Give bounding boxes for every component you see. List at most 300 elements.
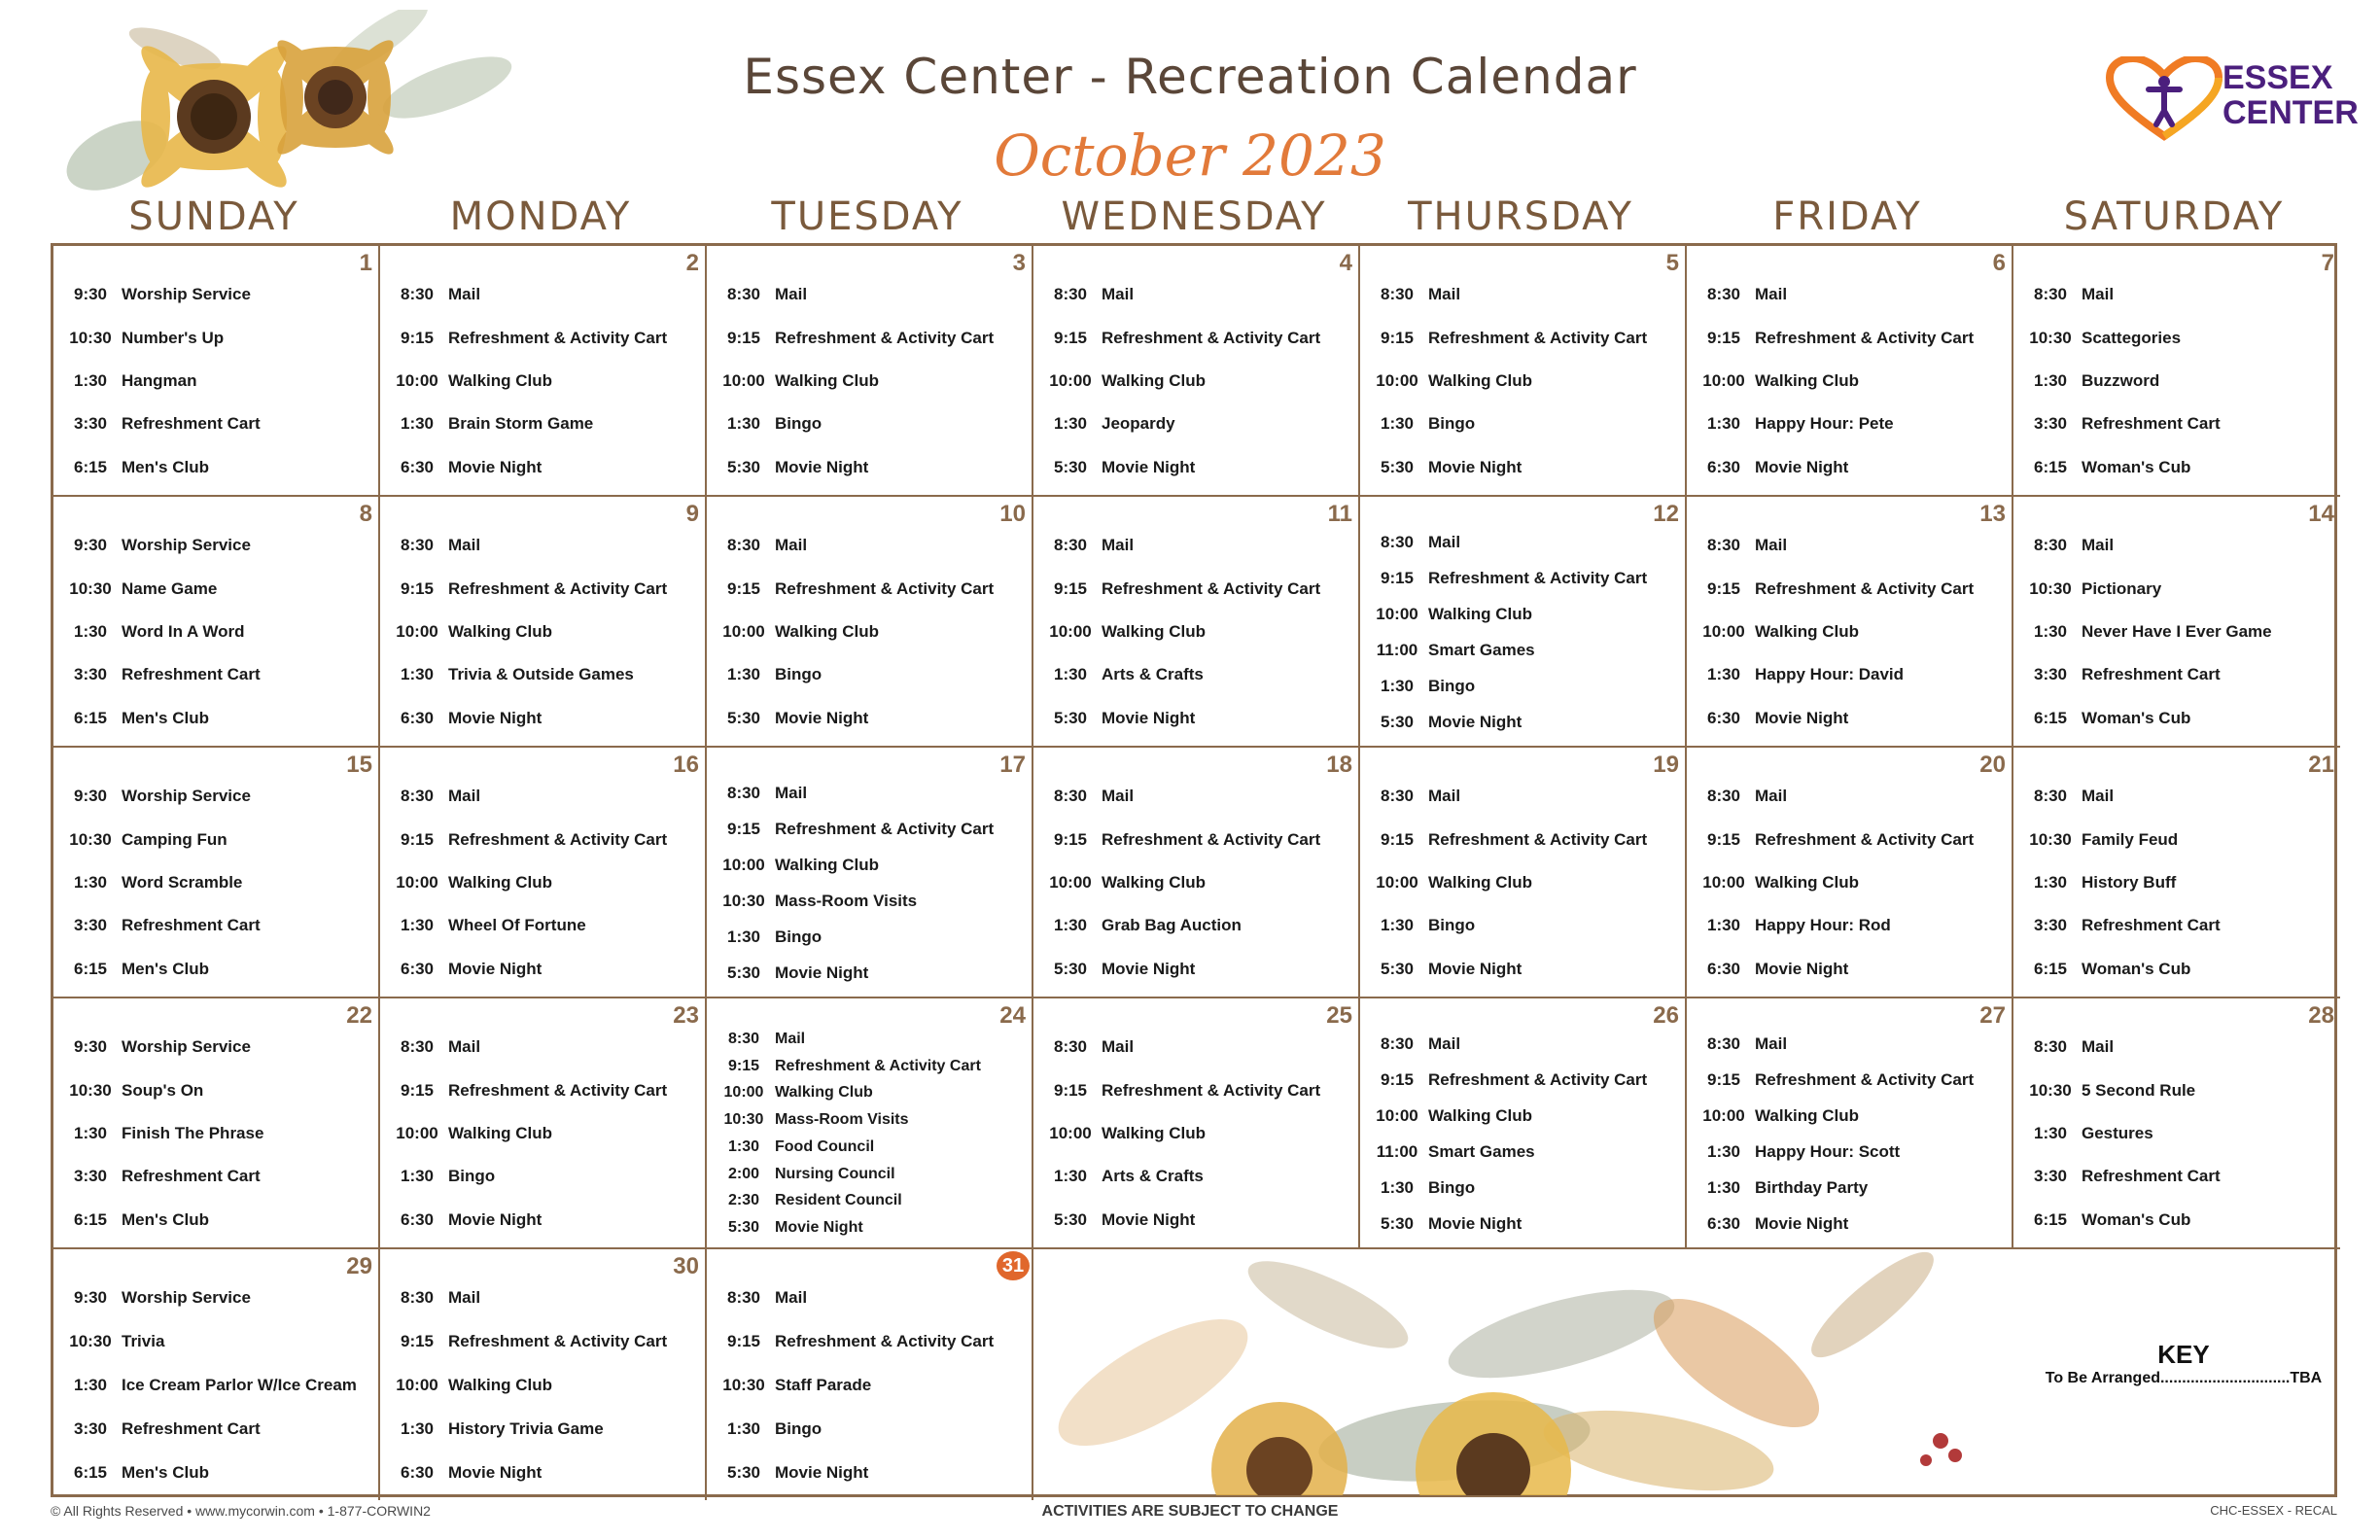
event-activity: Refreshment Cart [122, 414, 261, 434]
event-item [1370, 569, 1679, 588]
event-item [2023, 329, 2334, 348]
day-cell-2 [380, 246, 707, 497]
event-item [2023, 458, 2334, 477]
event-activity: 5 Second Rule [2082, 1080, 2196, 1100]
day-cell-30 [380, 1249, 707, 1500]
event-activity: Refreshment Cart [122, 1418, 261, 1438]
event-list [717, 1277, 1026, 1494]
event-time: 9:15 [400, 1332, 435, 1351]
event-item [717, 1192, 1026, 1209]
event-activity: Refreshment & Activity Cart [448, 829, 668, 849]
event-time: 3:30 [73, 1167, 108, 1186]
event-activity: Refreshment & Activity Cart [448, 578, 668, 598]
day-number: 24 [999, 1002, 1026, 1029]
event-item [390, 1081, 699, 1101]
day-number: 31 [997, 1251, 1030, 1280]
event-time: 10:00 [1376, 872, 1418, 892]
event-activity: Movie Night [775, 1219, 863, 1237]
event-activity: Refreshment & Activity Cart [1755, 578, 1975, 598]
event-item [1043, 579, 1352, 599]
event-item [1043, 1167, 1352, 1186]
day-cell-18 [1033, 748, 1360, 998]
event-activity: Refreshment Cart [2082, 414, 2221, 434]
event-item [1697, 787, 2006, 806]
day-cell-9 [380, 497, 707, 748]
event-item [390, 371, 699, 391]
event-time: 9:15 [1380, 328, 1415, 347]
event-item [390, 787, 699, 806]
event-time: 6:15 [2033, 457, 2068, 476]
event-item [1370, 1106, 1679, 1126]
event-item [390, 1167, 699, 1186]
event-list [2023, 524, 2334, 740]
event-item [390, 536, 699, 555]
event-activity: Walking Club [775, 370, 880, 390]
event-activity: Mail [2082, 285, 2115, 304]
day-cell-12 [1360, 497, 1687, 748]
event-item [1043, 329, 1352, 348]
day-cell-19 [1360, 748, 1687, 998]
event-item [63, 536, 372, 555]
event-activity: Mail [775, 285, 808, 304]
event-time: 8:30 [1380, 787, 1415, 806]
key-line: To Be Arranged..............................TBA [2045, 1370, 2323, 1386]
event-item [63, 579, 372, 599]
event-list [717, 524, 1026, 740]
event-item [1370, 533, 1679, 552]
event-time: 10:30 [69, 1080, 112, 1100]
event-item [390, 873, 699, 892]
event-time: 1:30 [1380, 1177, 1415, 1197]
event-activity: Men's Club [122, 708, 209, 727]
event-activity: Walking Club [1428, 604, 1533, 623]
event-time: 9:15 [726, 819, 761, 838]
event-time: 9:15 [1706, 328, 1741, 347]
event-time: 5:30 [1053, 457, 1088, 476]
event-activity: Trivia & Outside Games [448, 665, 634, 684]
event-item [717, 414, 1026, 434]
event-time: 11:00 [1376, 640, 1418, 659]
event-time: 9:15 [1380, 829, 1415, 849]
event-item [63, 622, 372, 642]
event-item [63, 830, 372, 850]
event-time: 10:30 [2029, 829, 2072, 849]
event-item [717, 928, 1026, 947]
day-number: 10 [999, 501, 1026, 527]
event-activity: Resident Council [775, 1192, 902, 1209]
event-time: 6:15 [2033, 708, 2068, 727]
event-activity: Jeopardy [1102, 414, 1175, 434]
event-activity: Movie Night [1102, 457, 1196, 476]
day-number: 30 [673, 1253, 699, 1279]
event-item [1697, 960, 2006, 979]
event-time: 8:30 [1053, 787, 1088, 806]
event-item [390, 830, 699, 850]
event-time: 1:30 [2033, 370, 2068, 390]
logo-line1: ESSEX [2222, 59, 2333, 96]
event-activity: Buzzword [2082, 370, 2160, 390]
event-activity: History Trivia Game [448, 1418, 604, 1438]
event-activity: Mail [775, 1288, 808, 1308]
dayhead-tuesday: TUESDAY [771, 194, 963, 239]
event-activity: Movie Night [448, 457, 542, 476]
event-time: 8:30 [2033, 285, 2068, 304]
event-activity: Mail [2082, 787, 2115, 806]
event-activity: Smart Games [1428, 1141, 1535, 1161]
event-time: 10:30 [723, 1111, 764, 1129]
event-activity: Wheel Of Fortune [448, 916, 586, 935]
event-time: 1:30 [73, 370, 108, 390]
event-time: 8:30 [1053, 285, 1088, 304]
event-item [1370, 414, 1679, 434]
event-time: 1:30 [2033, 621, 2068, 641]
event-activity: Refreshment & Activity Cart [1102, 1080, 1321, 1100]
event-activity: Walking Club [775, 621, 880, 641]
event-item [2023, 579, 2334, 599]
event-activity: Mail [1755, 285, 1788, 304]
event-item [1697, 458, 2006, 477]
event-item [2023, 916, 2334, 935]
event-item [1370, 787, 1679, 806]
month-title: October 2023 [994, 122, 1386, 189]
event-time: 9:15 [1706, 829, 1741, 849]
event-activity: Trivia [122, 1332, 165, 1351]
event-time: 1:30 [1706, 1141, 1741, 1161]
event-activity: Worship Service [122, 787, 251, 806]
event-item [2023, 830, 2334, 850]
sunflower-decoration [58, 10, 525, 224]
event-item [390, 1288, 699, 1308]
event-item [1697, 709, 2006, 728]
event-item [1043, 1081, 1352, 1101]
event-time: 3:30 [73, 665, 108, 684]
event-time: 5:30 [726, 708, 761, 727]
event-time: 5:30 [1380, 712, 1415, 731]
event-activity: Worship Service [122, 536, 251, 555]
event-time: 5:30 [1380, 457, 1415, 476]
event-activity: Worship Service [122, 1288, 251, 1308]
event-item [390, 285, 699, 304]
event-activity: Mail [2082, 536, 2115, 555]
event-activity: Soup's On [122, 1080, 204, 1100]
page-title: Essex Center - Recreation Calendar [743, 49, 1637, 105]
event-list [390, 775, 699, 991]
event-activity: Movie Night [448, 1209, 542, 1229]
event-activity: Refreshment & Activity Cart [1102, 829, 1321, 849]
event-activity: Refreshment & Activity Cart [1755, 1069, 1975, 1089]
event-list [63, 1026, 372, 1242]
event-time: 8:30 [1053, 1037, 1088, 1057]
event-activity: Mail [1755, 787, 1788, 806]
event-item [1043, 414, 1352, 434]
event-item [717, 963, 1026, 983]
day-cell-28 [2013, 998, 2340, 1249]
event-time: 10:00 [722, 621, 765, 641]
logo-line2: CENTER [2222, 94, 2359, 131]
event-time: 5:30 [726, 457, 761, 476]
event-time: 9:15 [1053, 829, 1088, 849]
event-time: 1:30 [1706, 665, 1741, 684]
event-time: 6:15 [2033, 1209, 2068, 1229]
event-activity: Arts & Crafts [1102, 665, 1204, 684]
event-activity: Refreshment Cart [2082, 665, 2221, 684]
event-time: 10:30 [2029, 328, 2072, 347]
event-time: 9:30 [73, 787, 108, 806]
event-time: 10:00 [1376, 604, 1418, 623]
event-activity: Walking Club [1102, 621, 1207, 641]
event-time: 1:30 [1053, 916, 1088, 935]
event-activity: Nursing Council [775, 1165, 895, 1182]
event-list [2023, 273, 2334, 489]
event-activity: Walking Club [1755, 621, 1860, 641]
event-activity: Refreshment Cart [122, 665, 261, 684]
event-item [63, 458, 372, 477]
event-activity: Mail [1755, 536, 1788, 555]
event-activity: Walking Club [448, 370, 553, 390]
dayhead-friday: FRIDAY [1772, 194, 1922, 239]
event-activity: Movie Night [1755, 457, 1849, 476]
event-item [1370, 873, 1679, 892]
event-item [1697, 371, 2006, 391]
event-item [717, 892, 1026, 911]
day-number: 8 [359, 501, 372, 527]
event-activity: Happy Hour: Rod [1755, 916, 1891, 935]
footer-copyright: © All Rights Reserved • www.mycorwin.com • 1-877-CORWIN2 [51, 1503, 431, 1519]
event-time: 10:00 [1376, 1105, 1418, 1125]
event-time: 1:30 [2033, 1123, 2068, 1142]
event-activity: Refreshment & Activity Cart [1428, 328, 1648, 347]
event-activity: Arts & Crafts [1102, 1167, 1204, 1186]
event-activity: Mail [1428, 532, 1461, 551]
event-item [63, 709, 372, 728]
event-time: 8:30 [400, 787, 435, 806]
event-item [390, 916, 699, 935]
event-item [1697, 1106, 2006, 1126]
event-item [1043, 622, 1352, 642]
event-time: 1:30 [73, 1123, 108, 1142]
event-item [1370, 605, 1679, 624]
event-time: 8:30 [726, 536, 761, 555]
event-time: 10:00 [396, 1375, 438, 1394]
event-activity: Refreshment & Activity Cart [1428, 829, 1648, 849]
event-activity: Movie Night [1755, 959, 1849, 978]
dayhead-sunday: SUNDAY [128, 194, 299, 239]
day-number: 17 [999, 752, 1026, 778]
event-time: 1:30 [726, 414, 761, 434]
event-activity: Gestures [2082, 1123, 2153, 1142]
event-activity: Movie Night [775, 708, 869, 727]
event-time: 9:15 [726, 328, 761, 347]
event-item [717, 1376, 1026, 1395]
event-activity: Camping Fun [122, 829, 228, 849]
event-item [1043, 665, 1352, 684]
event-activity: Refreshment & Activity Cart [1755, 328, 1975, 347]
event-activity: Mail [775, 536, 808, 555]
event-activity: Refreshment & Activity Cart [775, 1057, 981, 1074]
event-activity: Refreshment & Activity Cart [1428, 568, 1648, 587]
event-item [1043, 1037, 1352, 1057]
event-item [1043, 536, 1352, 555]
event-time: 8:30 [1706, 787, 1741, 806]
event-activity: Men's Club [122, 1462, 209, 1482]
event-item [717, 285, 1026, 304]
event-item [1697, 1142, 2006, 1162]
event-item [2023, 787, 2334, 806]
event-time: 6:15 [73, 457, 108, 476]
event-list [1697, 273, 2006, 489]
event-item [63, 1210, 372, 1230]
event-time: 1:30 [1706, 1177, 1741, 1197]
event-activity: Refreshment & Activity Cart [775, 819, 995, 838]
event-time: 1:30 [400, 414, 435, 434]
event-item [390, 665, 699, 684]
event-time: 5:30 [726, 962, 761, 982]
event-item [1697, 916, 2006, 935]
event-item [1697, 1178, 2006, 1198]
autumn-leaves-decoration [1036, 1246, 2051, 1495]
event-list [717, 273, 1026, 489]
event-item [63, 916, 372, 935]
event-activity: Refreshment & Activity Cart [1102, 328, 1321, 347]
event-activity: Mail [775, 1030, 806, 1047]
event-time: 1:30 [726, 1418, 761, 1438]
event-time: 6:15 [2033, 959, 2068, 978]
event-item [1370, 960, 1679, 979]
event-activity: Mail [1102, 285, 1135, 304]
event-list [1043, 775, 1352, 991]
event-activity: Finish The Phrase [122, 1123, 264, 1142]
event-activity: Mail [775, 783, 808, 802]
event-list [390, 1277, 699, 1494]
event-activity: Walking Club [1428, 1105, 1533, 1125]
event-item [2023, 1124, 2334, 1143]
event-activity: Refreshment & Activity Cart [448, 1332, 668, 1351]
event-item [2023, 622, 2334, 642]
event-activity: Movie Night [775, 457, 869, 476]
event-time: 10:30 [2029, 578, 2072, 598]
event-activity: Family Feud [2082, 829, 2179, 849]
event-activity: Mail [448, 1037, 481, 1057]
event-item [1697, 579, 2006, 599]
event-item [717, 1166, 1026, 1183]
event-activity: Happy Hour: Pete [1755, 414, 1894, 434]
event-item [1370, 329, 1679, 348]
day-cell-7 [2013, 246, 2340, 497]
event-activity: Refreshment & Activity Cart [448, 1080, 668, 1100]
day-cell-4 [1033, 246, 1360, 497]
event-time: 9:15 [400, 829, 435, 849]
event-time: 8:30 [1706, 285, 1741, 304]
event-time: 10:00 [1376, 370, 1418, 390]
event-activity: Walking Club [448, 1375, 553, 1394]
event-item [1370, 1070, 1679, 1090]
event-item [717, 856, 1026, 875]
event-list [1697, 524, 2006, 740]
event-time: 6:30 [1706, 457, 1741, 476]
event-item [63, 329, 372, 348]
event-activity: Birthday Party [1755, 1177, 1869, 1197]
day-cell-22 [53, 998, 380, 1249]
event-time: 8:30 [400, 1037, 435, 1057]
day-cell-26 [1360, 998, 1687, 1249]
event-item [1697, 1070, 2006, 1090]
event-activity: Brain Storm Game [448, 414, 594, 434]
event-item [717, 1084, 1026, 1102]
event-time: 10:00 [722, 370, 765, 390]
event-time: 5:30 [1380, 959, 1415, 978]
event-list [1697, 775, 2006, 991]
event-item [390, 1037, 699, 1057]
event-time: 8:30 [400, 536, 435, 555]
event-item [1697, 830, 2006, 850]
event-activity: Bingo [775, 414, 822, 434]
event-time: 8:30 [726, 1288, 761, 1308]
day-cell-29 [53, 1249, 380, 1500]
event-activity: Refreshment & Activity Cart [1102, 578, 1321, 598]
event-item [63, 414, 372, 434]
day-cell-16 [380, 748, 707, 998]
event-activity: Men's Club [122, 457, 209, 476]
event-list [2023, 775, 2334, 991]
day-cell-11 [1033, 497, 1360, 748]
event-item [2023, 665, 2334, 684]
event-item [1370, 916, 1679, 935]
day-number: 2 [685, 250, 699, 276]
event-item [1370, 1178, 1679, 1198]
event-item [717, 1419, 1026, 1439]
day-number: 18 [1326, 752, 1352, 778]
event-list [1370, 524, 1679, 740]
event-activity: Mail [1755, 1033, 1788, 1053]
event-activity: Refreshment Cart [2082, 1167, 2221, 1186]
event-item [390, 1419, 699, 1439]
event-time: 1:30 [1706, 916, 1741, 935]
event-item [390, 329, 699, 348]
event-activity: Mass-Room Visits [775, 891, 918, 910]
event-time: 1:30 [1053, 1167, 1088, 1186]
event-item [1043, 1210, 1352, 1230]
event-time: 1:30 [726, 665, 761, 684]
day-number: 12 [1653, 501, 1679, 527]
event-activity: Worship Service [122, 1037, 251, 1057]
event-time: 10:00 [396, 370, 438, 390]
event-time: 6:15 [73, 1462, 108, 1482]
key-box [2032, 1340, 2335, 1387]
event-time: 10:30 [722, 891, 765, 910]
dayhead-saturday: SATURDAY [2063, 194, 2285, 239]
event-item [717, 820, 1026, 839]
event-time: 8:30 [1706, 536, 1741, 555]
event-list [1370, 775, 1679, 991]
event-time: 8:30 [2033, 787, 2068, 806]
event-activity: Walking Club [448, 621, 553, 641]
event-item [1043, 709, 1352, 728]
event-activity: Walking Club [775, 855, 880, 874]
event-item [63, 1081, 372, 1101]
event-time: 5:30 [727, 1219, 760, 1237]
event-time: 1:30 [73, 621, 108, 641]
day-cell-3 [707, 246, 1033, 497]
day-number: 13 [1979, 501, 2006, 527]
event-time: 3:30 [73, 1418, 108, 1438]
day-number: 3 [1012, 250, 1026, 276]
event-time: 6:30 [400, 457, 435, 476]
event-item [717, 709, 1026, 728]
event-time: 10:00 [1049, 1123, 1092, 1142]
event-time: 8:30 [726, 285, 761, 304]
event-time: 6:30 [400, 959, 435, 978]
footer-notice: ACTIVITIES ARE SUBJECT TO CHANGE [1041, 1503, 1339, 1520]
